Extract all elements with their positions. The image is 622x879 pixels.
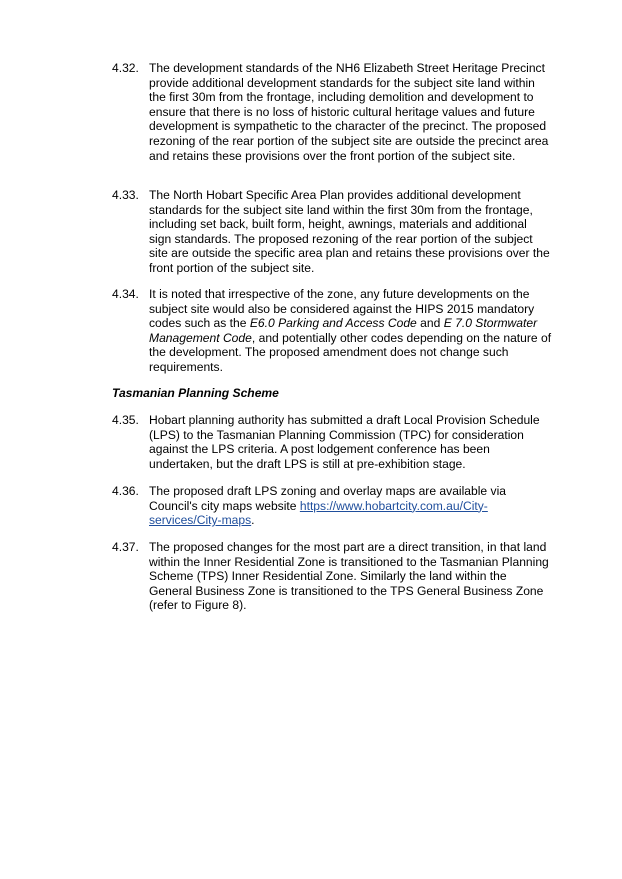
section-heading: Tasmanian Planning Scheme: [112, 386, 279, 400]
code-reference-stormwater: E 7.0 Stormwater Management Code: [149, 316, 538, 345]
paragraph-text: The proposed changes for the most part are a direct transition, in that land within the Inner Residential Zone is transitioned to the Tasmanian Planning Scheme (TPS) Inner Residential Zone. Similarly the land within the General Business Zone is transitioned to the TPS General Business Zone (refer to Figure 8).: [149, 540, 549, 613]
paragraph-4-36: [112, 484, 552, 528]
text-segment: and: [416, 316, 444, 331]
paragraph-number: 4.37.: [112, 540, 139, 554]
paragraph-number: 4.33.: [112, 188, 139, 202]
text-segment: , and potentially other codes depending on the nature of the development. The proposed amendment does not change such requirements.: [149, 330, 552, 374]
paragraph-text: [149, 484, 552, 528]
paragraph-4-32: [112, 61, 552, 163]
city-maps-link[interactable]: https://www.hobartcity.com.au/City-services/City-maps: [149, 498, 488, 528]
text-segment: It is noted that irrespective of the zone, any future developments on the subject site would also be considered against the HIPS 2015 mandatory codes such as the: [149, 287, 535, 331]
code-reference-parking: E6.0 Parking and Access Code: [249, 316, 417, 331]
paragraph-4-35: [112, 413, 552, 471]
paragraph-text: [149, 287, 552, 375]
paragraph-number: 4.36.: [112, 484, 139, 498]
text-segment: .: [251, 513, 255, 528]
paragraph-text: The North Hobart Specific Area Plan provides additional development standards for the subject site land within the first 30m from the frontage, including set back, built form, height, awnings, materials and additional sign standards. The proposed rezoning of the rear portion of the subject site are outside the specific area plan and retains these provisions over the front portion of the subject site.: [149, 188, 550, 275]
paragraph-number: 4.34.: [112, 287, 139, 301]
paragraph-number: 4.35.: [112, 413, 139, 427]
paragraph-text: Hobart planning authority has submitted a draft Local Provision Schedule (LPS) to the Tasmanian Planning Commission (TPC) for consideration against the LPS criteria. A post lodgement conference has been undertaken, but the draft LPS is still at pre-exhibition stage.: [149, 413, 540, 471]
paragraph-text: The development standards of the NH6 Elizabeth Street Heritage Precinct provide additional development standards for the subject site land within the first 30m from the frontage, including demolition and development to ensure that there is no loss of historic cultural heritage values and future development is sympathetic to the character of the precinct. The proposed rezoning of the rear portion of the subject site are outside the precinct area and retains these provisions over the front portion of the subject site.: [149, 61, 549, 163]
paragraph-4-33: [112, 188, 552, 276]
paragraph-4-34: [112, 287, 552, 375]
paragraph-4-37: [112, 540, 552, 613]
paragraph-number: 4.32.: [112, 61, 139, 75]
text-segment: The proposed draft LPS zoning and overlay maps are available via Council's city maps website: [149, 484, 506, 513]
